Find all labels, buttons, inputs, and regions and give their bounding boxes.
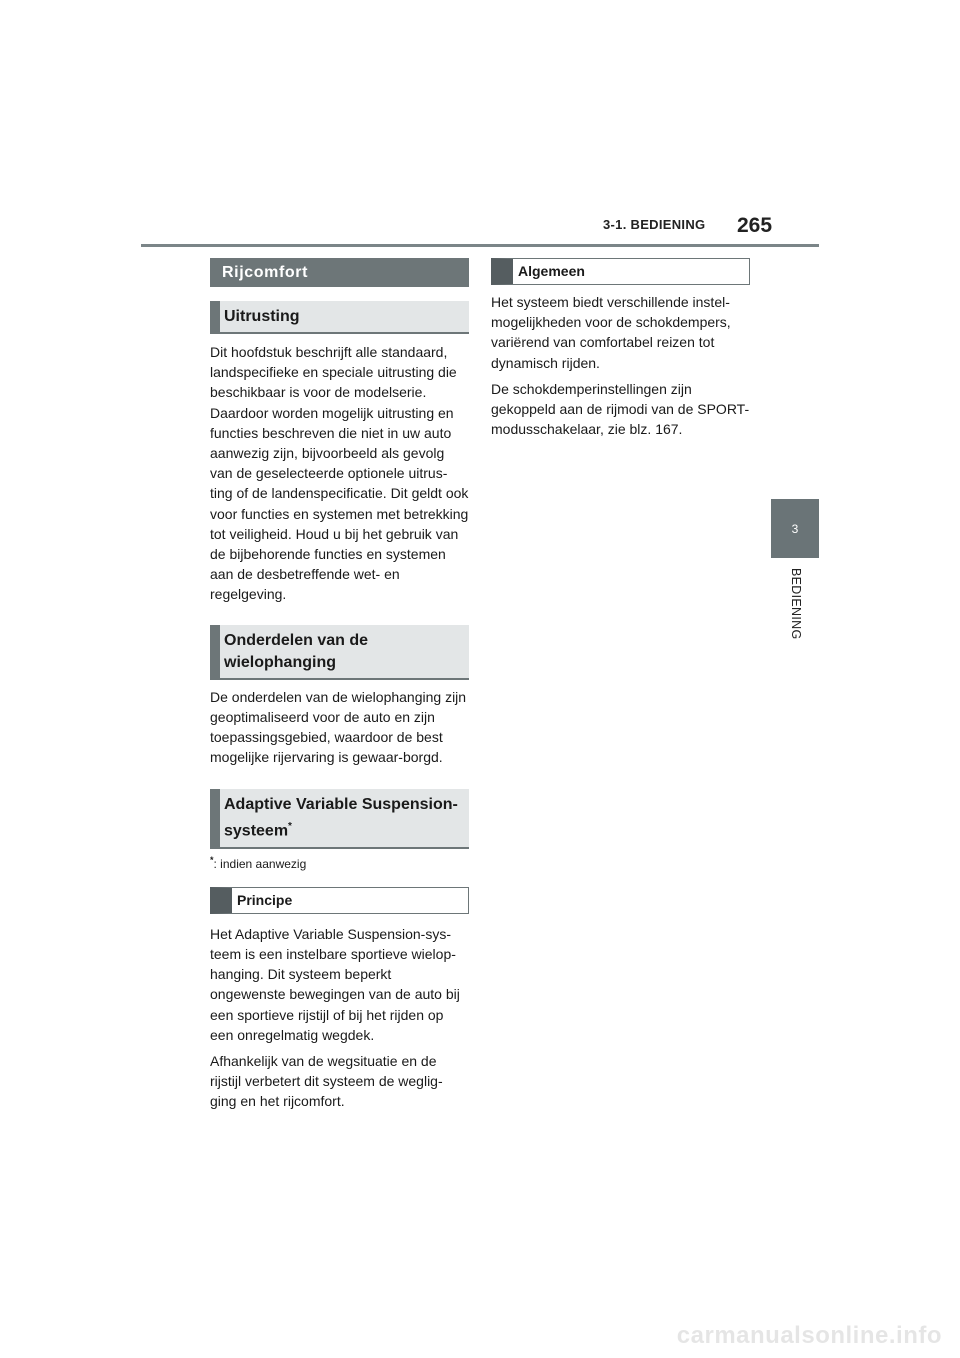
paragraph-principe-2: Afhankelijk van de wegsituatie en de rijstijl verbetert dit systeem de weglig-ging en het rijcomfort. xyxy=(210,1053,443,1110)
heading-onderdelen: Onderdelen van de wielophanging xyxy=(210,625,469,680)
heading-uitrusting: Uitrusting xyxy=(210,301,469,334)
heading-avs-asterisk: * xyxy=(288,821,292,833)
section-title: 3-1. BEDIENING xyxy=(603,217,706,232)
header-divider xyxy=(141,244,819,247)
heading-rijcomfort: Rijcomfort xyxy=(210,258,469,287)
chapter-number: 3 xyxy=(791,521,799,536)
paragraph-principe-1: Het Adaptive Variable Suspension-sys-teem is een instelbare sportieve wielop-hanging. Dit systeem beperkt ongewenste bewegingen van de auto bij een sportieve rijstijl of bij het rijden op een onregelmatig wegdek. xyxy=(210,925,460,1043)
paragraph-uitrusting: Dit hoofdstuk beschrijft alle standaard, landspecifieke en speciale uitrusting die beschikbaar is voor de modelserie. Daardoor worden mogelijk uitrusting en functies beschreven die niet in uw auto aanwezig zijn, bijvoorbeeld als gevolg van de geselecteerde optionele uitrus-ting of de landenspecificatie. Dit geldt ook voor functies en systemen met betrekking tot veiligheid. Houd u bij het gebruik van de bijbehorende functies en systemen aan de desbetreffende wet- en regelgeving. xyxy=(210,344,469,603)
paragraph-algemeen-1: Het systeem biedt verschillende instel-mogelijkheden voor de schokdempers, variërend van comfortabel reizen tot dynamisch rijden. xyxy=(491,294,731,371)
heading-avs xyxy=(210,789,469,848)
heading-avs-text: Adaptive Variable Suspension-systeem xyxy=(224,796,458,840)
footnote xyxy=(210,855,469,871)
footnote-mark: * xyxy=(210,854,214,865)
paragraph-onderdelen: De onderdelen van de wielophanging zijn geoptimaliseerd voor de auto en zijn toepassingsgebied, waardoor de best mogelijke rijervaring is gewaar-borgd. xyxy=(210,688,467,766)
heading-principe: Principe xyxy=(210,887,469,914)
heading-algemeen: Algemeen xyxy=(491,258,750,285)
footnote-text: : indien aanwezig xyxy=(213,856,307,871)
chapter-tab xyxy=(771,499,819,558)
page-number: 265 xyxy=(737,214,773,237)
paragraph-algemeen-2: De schokdemperinstellingen zijn gekoppeld aan de rijmodi van de SPORT-modusschakelaar, zie blz. 167. xyxy=(491,380,750,438)
left-column xyxy=(210,258,469,1112)
watermark: carmanualsonline.info xyxy=(676,1322,942,1349)
chapter-label: BEDIENING xyxy=(789,568,803,640)
right-column xyxy=(491,258,750,439)
